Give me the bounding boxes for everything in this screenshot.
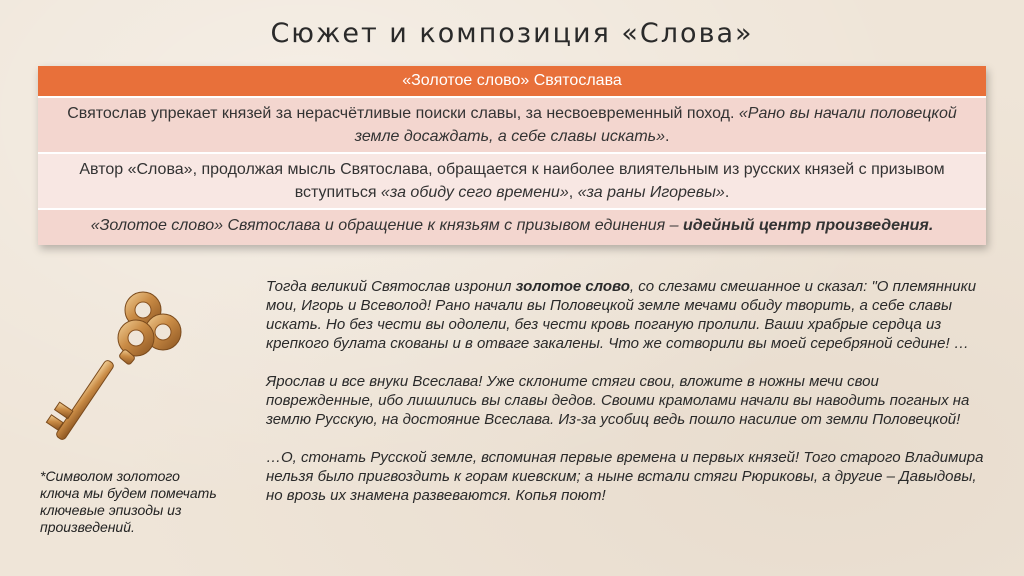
row1-end: . bbox=[664, 128, 670, 145]
row1-quote: «Рано вы начали половецкой земле досаждать, а себе славы искать» bbox=[354, 105, 957, 145]
quote-p1-bold: золотое слово bbox=[515, 278, 630, 295]
row3-emphasis: идейный центр произведения. bbox=[682, 217, 934, 234]
row2-end: . bbox=[724, 184, 730, 201]
row2-quote-1: «за обиду сего времени» bbox=[380, 184, 569, 201]
table-row bbox=[38, 208, 986, 245]
golden-word-table bbox=[38, 66, 986, 245]
table-header: «Золотое слово» Святослава bbox=[38, 66, 986, 96]
quote-text bbox=[266, 277, 986, 524]
key-symbol-note: *Символом золотого ключа мы будем помечать ключевые эпизоды из произведений. bbox=[40, 468, 217, 535]
table-row bbox=[38, 96, 986, 152]
table-row bbox=[38, 152, 986, 208]
quote-paragraph-2: Ярослав и все внуки Всеслава! Уже склоните стяги свои, вложите в ножны мечи свои поврежденные, ибо лишились вы славы дедов. Своими крамолами начали вы наводить поганых на землю Русскую, на достояние Всеслава. Из-за усобиц ведь пошло насилие от земли Половецкой! bbox=[266, 373, 970, 428]
row1-text: Святослав упрекает князей за нерасчётливые поиски славы, за несвоевременный поход. bbox=[67, 105, 739, 122]
row3-text: «Золотое слово» Святослава и обращение к князьям с призывом единения – bbox=[90, 217, 683, 234]
row2-quote-2: «за раны Игоревы» bbox=[577, 184, 725, 201]
quote-paragraph-3: …О, стонать Русской земле, вспоминая первые времена и первых князей! Того старого Владимира нельзя было пригвоздить к горам киевским; а ныне встали стяги Рюриковы, а другие – Давыдовы, но врозь их знамена развеваются. Копья поют! bbox=[266, 449, 984, 504]
quote-paragraph-1 bbox=[266, 277, 986, 353]
quote-p1-start: Тогда великий Святослав изронил bbox=[266, 278, 516, 295]
page-title: Сюжет и композиция «Слова» bbox=[270, 18, 754, 49]
row2-sep: , bbox=[568, 184, 578, 201]
row2-text: Автор «Слова», продолжая мысль Святослава, обращается к наиболее влиятельным из русских князей с призывом вступиться bbox=[79, 161, 945, 201]
quote-p1-rest: , со слезами смешанное и сказал: "О племянники мои, Игорь и Всеволод! Рано начали вы Половецкой земле мечами обиду творить, а себе славы искать. Но без чести вы одолели, без чести кровь поганую пролили. Ваши храбрые сердца из крепкого булата скованы и в отваге закалены. Что же сотворили вы моей серебряной седине! … bbox=[266, 278, 977, 352]
golden-key-icon bbox=[40, 288, 190, 458]
